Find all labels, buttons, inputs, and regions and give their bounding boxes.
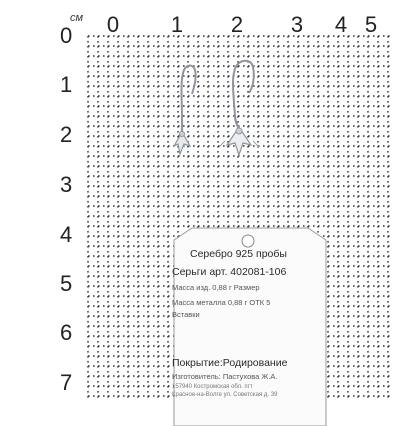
tag-address-line-2: Красное-на-Волге ул. Советская д. 39 (172, 392, 278, 398)
left-scale-2: 2 (60, 122, 73, 147)
top-scale-2: 2 (230, 12, 244, 37)
tag-address-line-1: 157940 Костромская обл. пгт (172, 384, 253, 390)
product-tag (170, 226, 330, 426)
earring-right (205, 55, 275, 165)
left-scale-5: 5 (60, 271, 73, 296)
top-scale-1: 1 (170, 12, 184, 37)
top-scale-5: 5 (364, 12, 378, 37)
top-scale-3: 3 (290, 12, 304, 37)
tag-manufacturer-line: Изготовитель: Пастухова Ж.А. (172, 372, 278, 381)
left-scale-6: 6 (60, 320, 73, 345)
top-scale-0: 0 (106, 12, 120, 37)
tag-weight-line: Масса изд. 0,88 г Размер (172, 283, 260, 292)
left-scale-7: 7 (60, 370, 73, 395)
tag-metal-weight-line: Масса металла 0,88 г ОТК 5 (172, 298, 271, 307)
unit-label: см (70, 12, 84, 24)
top-scale-4: 4 (334, 12, 348, 37)
tag-metal-line: Серебро 925 пробы (190, 248, 287, 260)
left-scale-3: 3 (60, 172, 73, 197)
tag-coating-line: Покрытие:Родирование (172, 357, 288, 369)
tag-article-line: Серьги арт. 402081-106 (172, 266, 287, 278)
left-scale-0: 0 (60, 23, 73, 48)
tag-inserts-line: Вставки (172, 310, 200, 319)
left-scale-4: 4 (60, 222, 73, 247)
left-scale-1: 1 (60, 72, 73, 97)
